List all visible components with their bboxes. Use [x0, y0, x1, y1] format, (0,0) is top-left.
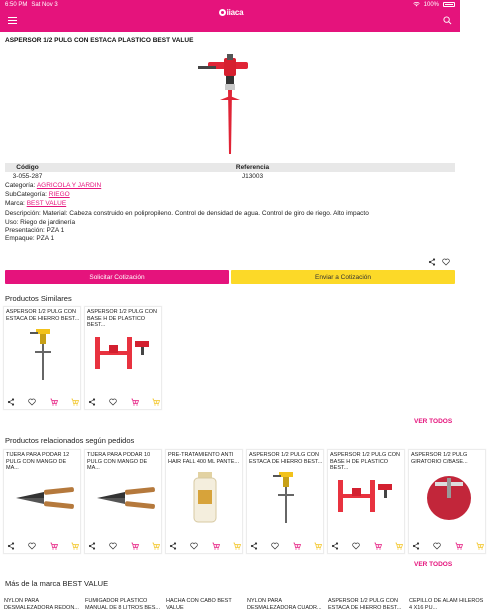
share-icon[interactable]	[88, 542, 96, 550]
add-to-cart-icon[interactable]	[455, 542, 463, 550]
subcategoria-link[interactable]: RIEGO	[48, 191, 70, 198]
favorite-icon[interactable]	[442, 258, 450, 266]
marca-card-name[interactable]: NYLON PARA DESMALEZADORA CUADR...	[247, 598, 322, 611]
codigo-header: Código	[5, 163, 50, 172]
product-card[interactable]	[246, 449, 324, 554]
relacionados-title: Productos relacionados según pedidos	[5, 436, 135, 445]
product-image[interactable]	[190, 50, 270, 158]
add-to-quote-icon[interactable]	[233, 542, 241, 550]
share-icon[interactable]	[7, 398, 15, 406]
share-icon[interactable]	[88, 398, 96, 406]
card-actions	[88, 398, 160, 406]
card-actions	[331, 542, 403, 550]
enviar-cotizacion-button[interactable]: Enviar a Cotización	[231, 270, 455, 284]
add-to-quote-icon[interactable]	[395, 542, 403, 550]
add-to-quote-icon[interactable]	[152, 542, 160, 550]
favorite-icon[interactable]	[190, 542, 198, 550]
product-card-image	[170, 468, 240, 523]
favorite-icon[interactable]	[271, 542, 279, 550]
product-card-image	[8, 325, 78, 380]
marca-card-name[interactable]: CEPILLO DE ALAM HILEROS 4 X16 PU...	[409, 598, 484, 611]
product-card[interactable]	[327, 449, 405, 554]
solicitar-cotizacion-button[interactable]: Solicitar Cotización	[5, 270, 229, 284]
similares-title: Productos Similares	[5, 294, 72, 303]
favorite-icon[interactable]	[433, 542, 441, 550]
card-actions	[412, 542, 484, 550]
menu-icon[interactable]	[8, 17, 17, 24]
subcategoria-row: SubCategoría: RIEGO	[5, 191, 70, 198]
product-card-image	[332, 468, 402, 523]
brand-logo[interactable]	[213, 4, 249, 20]
share-icon[interactable]	[428, 258, 436, 266]
spec-table	[5, 163, 455, 181]
share-icon[interactable]	[250, 542, 258, 550]
categoria-row: Categoría: AGRICOLA Y JARDIN	[5, 182, 102, 189]
product-card-image	[8, 468, 78, 523]
marca-link[interactable]: BEST VALUE	[26, 200, 67, 207]
status-time: 6:50 PM	[5, 1, 28, 8]
card-actions	[250, 542, 322, 550]
marca-card-name[interactable]: FUMIGADOR PLASTICO MANUAL DE 8 LITROS BES...	[85, 598, 160, 611]
share-icon[interactable]	[169, 542, 177, 550]
add-to-quote-icon[interactable]	[71, 398, 79, 406]
add-to-quote-icon[interactable]	[476, 542, 484, 550]
product-card[interactable]	[165, 449, 243, 554]
product-card-name: ASPERSOR 1/2 PULG CON BASE H DE PLASTICO BEST...	[87, 309, 157, 328]
product-card[interactable]	[408, 449, 486, 554]
add-to-cart-icon[interactable]	[131, 542, 139, 550]
product-card[interactable]	[84, 449, 162, 554]
referencia-header: Referencia	[50, 163, 455, 172]
product-card-image	[89, 325, 159, 380]
product-card[interactable]	[84, 306, 162, 410]
favorite-icon[interactable]	[28, 542, 36, 550]
add-to-quote-icon[interactable]	[152, 398, 160, 406]
marca-row: Marca: BEST VALUE	[5, 200, 67, 207]
favorite-icon[interactable]	[109, 542, 117, 550]
product-card-image	[413, 468, 483, 523]
favorite-icon[interactable]	[28, 398, 36, 406]
add-to-cart-icon[interactable]	[212, 542, 220, 550]
add-to-cart-icon[interactable]	[374, 542, 382, 550]
product-card-name: ASPERSOR 1/2 PULG CON ESTACA DE HIERRO BEST...	[249, 452, 323, 465]
codigo-value: 3-055-287	[12, 173, 43, 180]
add-to-quote-icon[interactable]	[314, 542, 322, 550]
product-card[interactable]	[3, 306, 81, 410]
card-actions	[7, 398, 79, 406]
share-icon[interactable]	[412, 542, 420, 550]
presentacion-text: Presentación: PZA 1	[5, 227, 65, 234]
card-actions	[7, 542, 79, 550]
add-to-cart-icon[interactable]	[293, 542, 301, 550]
add-to-cart-icon[interactable]	[50, 398, 58, 406]
categoria-link[interactable]: AGRICOLA Y JARDIN	[36, 182, 102, 189]
card-actions	[169, 542, 241, 550]
marca-card-name[interactable]: HACHA CON CABO BEST VALUE	[166, 598, 232, 611]
referencia-value: J13003	[241, 173, 264, 180]
product-card-name: PRE-TRATAMIENTO ANTI HAIR FALL 400 ML PANTE...	[168, 452, 240, 465]
empaque-text: Empaque: PZA 1	[5, 235, 55, 242]
product-title: ASPERSOR 1/2 PULG CON ESTACA PLASTICO BEST VALUE	[5, 37, 194, 44]
product-card-name: ASPERSOR 1/2 PULG CON ESTACA DE HIERRO BEST...	[6, 309, 80, 322]
add-to-cart-icon[interactable]	[50, 542, 58, 550]
descripcion-text: Descripción: Material: Cabeza construido en polipropileno. Control de densidad de agua. Control de giro de riego. Alto impacto	[5, 210, 369, 217]
add-to-quote-icon[interactable]	[71, 542, 79, 550]
marca-card-name[interactable]: NYLON PARA DESMALEZADORA REDON...	[4, 598, 79, 611]
add-to-cart-icon[interactable]	[131, 398, 139, 406]
product-card[interactable]	[3, 449, 81, 554]
product-card-image	[89, 468, 159, 523]
status-date: Sat Nov 3	[31, 1, 58, 8]
logo-mark-icon	[219, 9, 226, 16]
share-icon[interactable]	[7, 542, 15, 550]
product-card-name: TIJERA PARA PODAR 12 PULG CON MANGO DE MA...	[6, 452, 70, 471]
product-card-name: ASPERSOR 1/2 PULG GIRATORIO C/BASE...	[411, 452, 468, 465]
marca-section-title: Más de la marca BEST VALUE	[5, 579, 109, 588]
ver-todos-similares-link[interactable]: VER TODOS	[414, 418, 453, 425]
marca-card-name[interactable]: ASPERSOR 1/2 PULG CON ESTACA DE HIERRO BEST...	[328, 598, 402, 611]
favorite-icon[interactable]	[109, 398, 117, 406]
favorite-icon[interactable]	[352, 542, 360, 550]
uso-text: Uso: Riego de jardinería	[5, 219, 76, 226]
share-icon[interactable]	[331, 542, 339, 550]
ver-todos-relacionados-link[interactable]: VER TODOS	[414, 561, 453, 568]
battery-icon	[443, 2, 455, 7]
logo-wordmark-icon: iiaca	[226, 7, 244, 17]
product-card-name: TIJERA PARA PODAR 10 PULG CON MANGO DE MA...	[87, 452, 151, 471]
search-icon[interactable]	[443, 16, 452, 25]
product-card-image	[251, 468, 321, 523]
product-card-name: ASPERSOR 1/2 PULG CON BASE H DE PLASTICO BEST...	[330, 452, 400, 471]
product-actions	[428, 258, 450, 266]
wifi-icon	[413, 2, 420, 7]
battery-percent: 100%	[423, 1, 439, 8]
card-actions	[88, 542, 160, 550]
